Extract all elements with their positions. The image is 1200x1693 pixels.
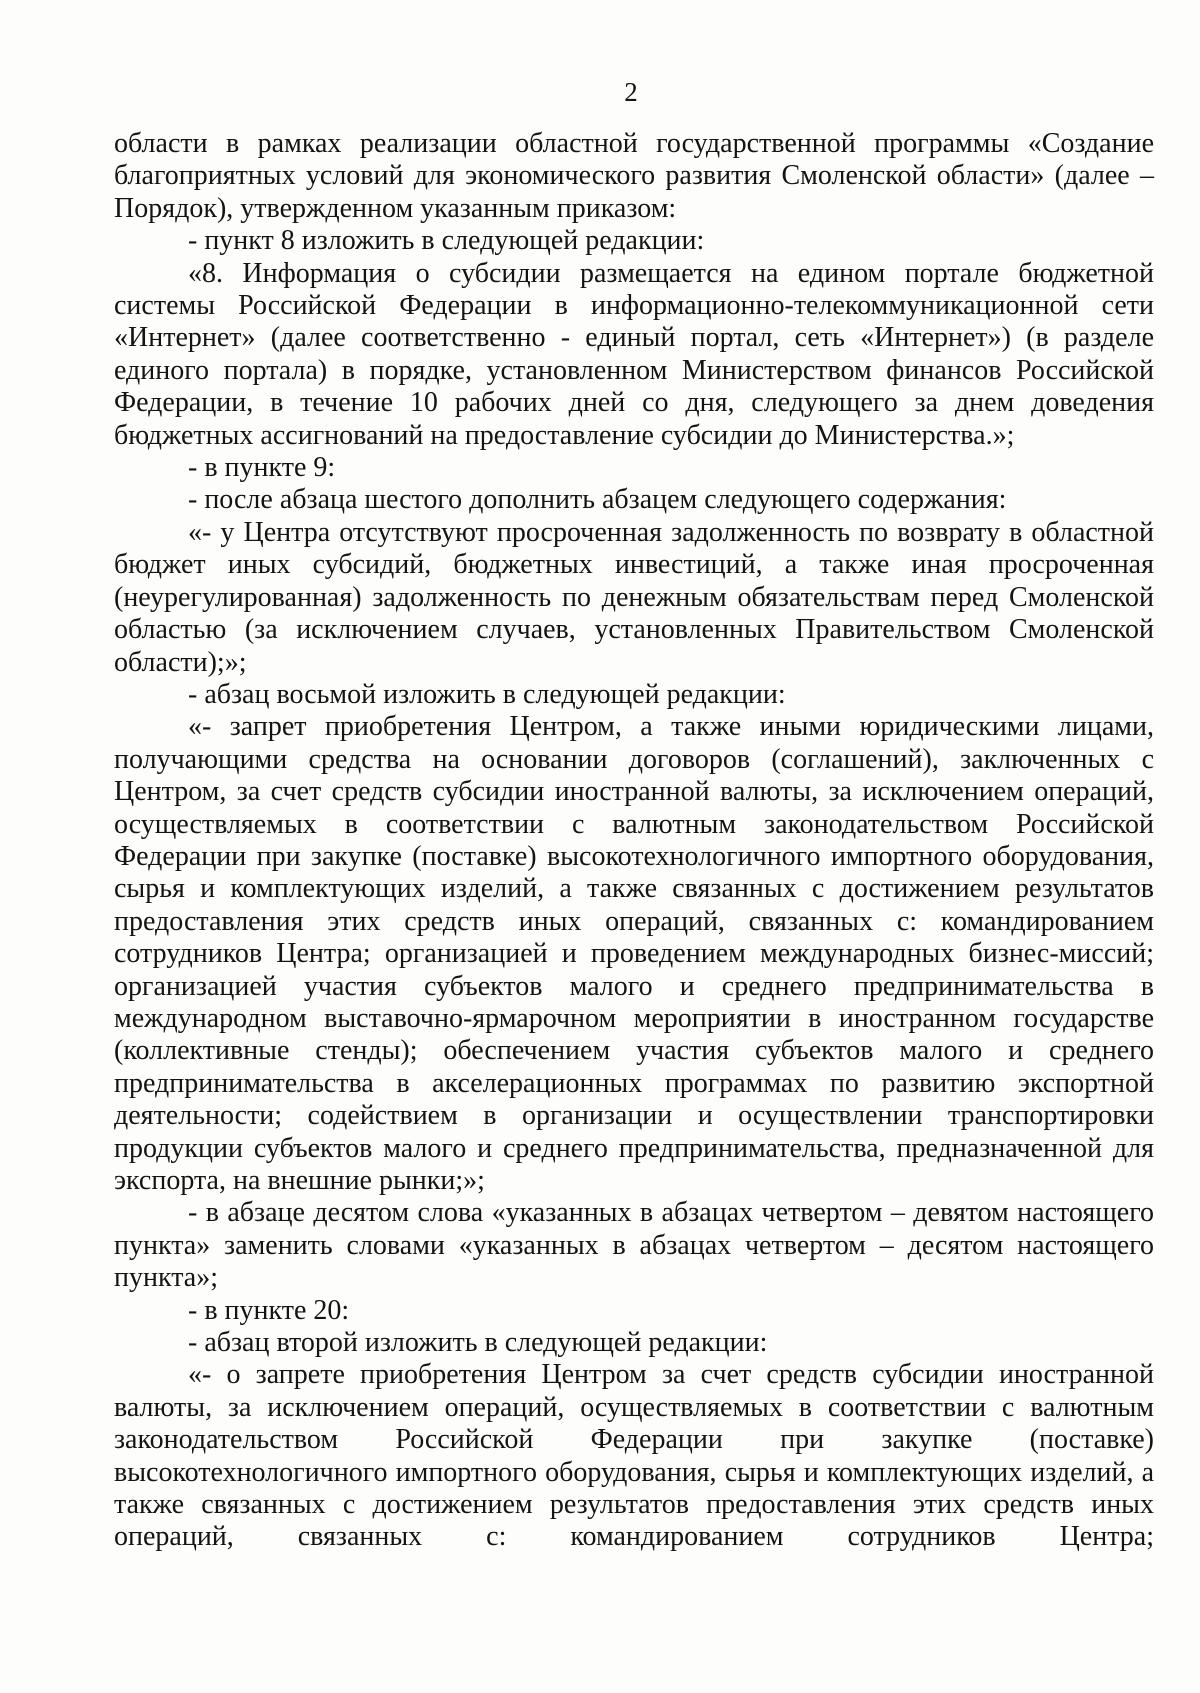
paragraph-item-9-insert: «- у Центра отсутствуют просроченная задолженность по возврату в областной бюджет иных субсидий, бюджетных инвестиций, а также иная просроченная (неурегулированная) задолженность по денежным обязательствам перед Смоленской областью (за исключением случаев, установленных Правительством Смоленской области);»; xyxy=(114,516,1154,678)
paragraph-item-9-eighth-text: «- запрет приобретения Центром, а также иными юридическими лицами, получающими средства на основании договоров (соглашений), заключенных с Центром, за счет средств субсидии иностранной валюты, за исключением операций, осуществляемых в соответствии с валютным законодательством Российской Федерации при закупке (поставке) высокотехнологичного импортного оборудования, сырья и комплектующих изделий, а также связанных с достижением результатов предоставления этих средств иных операций, связанных с: командированием сотрудников Центра; организацией и проведением международных бизнес-миссий; организацией участия субъектов малого и среднего предпринимательства в международном выставочно-ярмарочном мероприятии в иностранном государстве (коллективные стенды); обеспечением участия субъектов малого и среднего предпринимательства в акселерационных программах по развитию экспортной деятельности; содействием в организации и осуществлении транспортировки продукции субъектов малого и среднего предпринимательства, предназначенной для экспорта, на внешние рынки;»; xyxy=(114,711,1154,1196)
paragraph-item-9-eighth-heading: - абзац восьмой изложить в следующей редакции: xyxy=(188,678,786,710)
paragraph-continuation: области в рамках реализации областной государственной программы «Создание благоприятных условий для экономического развития Смоленской области» (далее – Порядок), утвержденном указанным приказом: xyxy=(114,128,1154,224)
paragraph-item-9-heading: - в пункте 9: xyxy=(188,452,336,484)
paragraph-item-8-text: «8. Информация о субсидии размещается на едином портале бюджетной системы Российской Федерации в информационно-телекоммуникационной сети «Интернет» (далее соответственно - единый портал, сеть «Интернет») (в разделе единого портала) в порядке, установленном Министерством финансов Российской Федерации, в течение 10 рабочих дней со дня, следующего за днем доведения бюджетных ассигнований на предоставление субсидии до Министерства.»; xyxy=(114,257,1154,451)
paragraph-item-20-instruction: - абзац второй изложить в следующей редакции: xyxy=(188,1327,768,1359)
paragraph-item-20-heading: - в пункте 20: xyxy=(188,1294,350,1326)
paragraph-item-9-instruction: - после абзаца шестого дополнить абзацем следующего содержания: xyxy=(188,484,1007,516)
document-body xyxy=(114,128,1154,1554)
paragraph-item-20-text: «- о запрете приобретения Центром за счет средств субсидии иностранной валюты, за исключением операций, осуществляемых в соответствии с валютным законодательством Российской Федерации при закупке (поставке) высокотехнологичного импортного оборудования, сырья и комплектующих изделий, а также связанных с достижением результатов предоставления этих средств иных операций, связанных с: командированием сотрудников Центра; xyxy=(114,1359,1154,1553)
paragraph-item-8-heading: - пункт 8 изложить в следующей редакции: xyxy=(188,225,705,257)
page-number: 2 xyxy=(624,77,638,107)
paragraph-item-9-tenth: - в абзаце десятом слова «указанных в абзацах четвертом – девятом настоящего пункта» заменить словами «указанных в абзацах четвертом – десятом настоящего пункта»; xyxy=(114,1197,1154,1294)
